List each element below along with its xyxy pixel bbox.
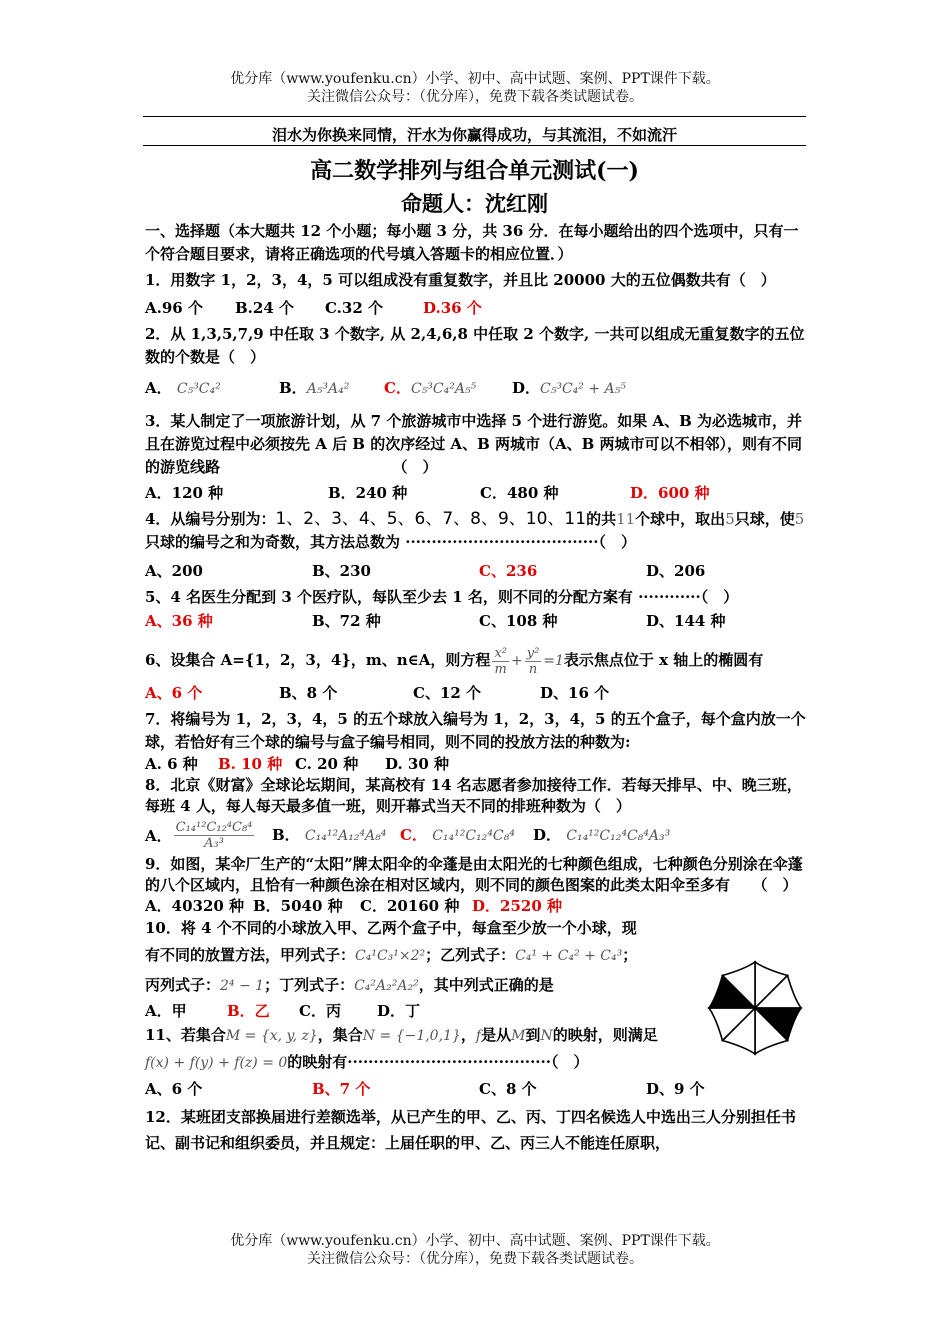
q6-x-squared: x² bbox=[494, 645, 507, 661]
q5-option-d: D、144 种 bbox=[646, 612, 726, 630]
q2-d-formula: C₅³C₄² + A₅⁵ bbox=[540, 381, 626, 397]
q10-text-mid2: ；乙列式子： bbox=[425, 946, 516, 964]
q8-option-a bbox=[145, 820, 272, 851]
q11-text-post2: 的映射有·······································（ ） bbox=[287, 1053, 589, 1071]
q4-text-pre: 4．从编号分别为： bbox=[145, 510, 276, 528]
q8-b-label: B． bbox=[272, 826, 300, 844]
page-title: 高二数学排列与组合单元测试(一) bbox=[310, 158, 639, 184]
q2-b-label: B． bbox=[279, 379, 307, 397]
q11-text-mid3: 到 bbox=[525, 1026, 541, 1044]
q6-option-b: B、8 个 bbox=[279, 684, 338, 702]
q10-formula-yi: C₄¹ + C₄² + C₄³ bbox=[515, 948, 623, 964]
q4-count-11: 11 bbox=[616, 510, 636, 528]
q2-c-formula: C₅³C₄²A₅⁵ bbox=[410, 381, 477, 397]
q4-count-5b: 5 bbox=[794, 510, 805, 528]
q6-option-d: D、16 个 bbox=[540, 684, 610, 702]
q8-a-numerator: C₁₄¹²C₁₂⁴C₈⁴ bbox=[175, 820, 253, 835]
q10-text-mid3: ；丁列式子： bbox=[264, 976, 355, 994]
q8-c-label: C． bbox=[400, 826, 427, 844]
q11-n: N bbox=[540, 1028, 553, 1044]
q2-b-formula: A₅³A₄² bbox=[306, 381, 350, 397]
footer-line-2: 关注微信公众号：（优分库），免费下载各类试题试卷。 bbox=[307, 1251, 643, 1267]
q6-denominator-n: n bbox=[528, 661, 538, 677]
question-3-options bbox=[145, 482, 807, 505]
question-2-options bbox=[145, 373, 807, 404]
q3-option-c: C．480 种 bbox=[480, 484, 559, 502]
q4-option-d: D、206 bbox=[646, 562, 706, 580]
q8-c-formula: C₁₄¹²C₁₂⁴C₈⁴ bbox=[432, 828, 515, 844]
q6-plus: + bbox=[510, 653, 523, 669]
q11-option-c: C、8 个 bbox=[479, 1080, 537, 1098]
question-6 bbox=[145, 641, 807, 680]
q10-line-3 bbox=[145, 971, 705, 1000]
q11-f: f bbox=[475, 1028, 482, 1044]
q11-option-b: B、7 个 bbox=[312, 1080, 371, 1098]
q4-option-a: A、200 bbox=[145, 562, 203, 580]
question-1: 1．用数字 1，2，3，4，5 可以组成没有重复数字，并且比 20000 大的五位偶数共有（ ） bbox=[145, 271, 776, 289]
motto-divider bbox=[143, 145, 806, 146]
q1-option-d: D.36 个 bbox=[423, 299, 482, 317]
q4-text-post3: 只球的编号之和为奇数，其方法总数为 ·····································（ ） bbox=[145, 533, 636, 551]
author-line: 命题人：沈红刚 bbox=[401, 191, 548, 216]
question-2: 2．从 1,3,5,7,9 中任取 3 个数字, 从 2,4,6,8 中任取 2 个数字, 一共可以组成无重复数字的五位数的个数是（ ） bbox=[145, 325, 805, 366]
q10-text-end2: ； bbox=[622, 946, 638, 964]
question-12: 12．某班团支部换届进行差额选举，从已产生的甲、乙、丙、丁四名候选人中选出三人分别担任书记、副书记和组织委员，并且规定：上届任职的甲、乙、丙三人不能连任原职， bbox=[145, 1108, 796, 1152]
question-7-options bbox=[145, 754, 807, 775]
q4-option-c: C、236 bbox=[479, 562, 538, 580]
header-line-1: 优分库（www.youfenku.cn）小学、初中、高中试题、案例、PPT课件下载。 bbox=[230, 71, 720, 87]
q11-m: M bbox=[511, 1028, 526, 1044]
q10-formula-ding: C₄²A₂²A₂² bbox=[354, 978, 419, 994]
q11-set-n: N = {−1,0,1} bbox=[362, 1028, 461, 1044]
q6-denominator-m: m bbox=[494, 661, 507, 677]
q8-a-denominator: A₃³ bbox=[204, 836, 224, 851]
q5-option-c: C、108 种 bbox=[479, 612, 558, 630]
q1-option-b: B.24 个 bbox=[235, 299, 294, 317]
question-6-options bbox=[145, 682, 807, 705]
q3-option-a: A．120 种 bbox=[145, 484, 224, 502]
footer-line-1: 优分库（www.youfenku.cn）小学、初中、高中试题、案例、PPT课件下载。 bbox=[230, 1233, 720, 1249]
q11-option-d: D、9 个 bbox=[646, 1080, 705, 1098]
q2-a-label: A． bbox=[145, 379, 172, 397]
q4-text-mid: 的共 bbox=[586, 510, 617, 528]
question-4-options bbox=[145, 560, 807, 583]
q9-option-c: C．20160 种 bbox=[360, 897, 460, 915]
q10-option-d: D．丁 bbox=[377, 1002, 421, 1020]
q8-a-fraction bbox=[174, 820, 255, 851]
q9-option-b: B．5040 种 bbox=[253, 897, 343, 915]
q6-fraction-y bbox=[525, 646, 542, 677]
q10-formula-bing: 2⁴ − 1 bbox=[220, 978, 265, 994]
q2-option-b bbox=[279, 373, 384, 404]
q8-option-d bbox=[533, 824, 670, 847]
q8-d-label: D． bbox=[533, 826, 562, 844]
section-instructions: 一、选择题（本大题共 12 个小题；每小题 3 分，共 36 分．在每小题给出的四个选项中，只有一个符合题目要求，请将正确选项的代号填入答题卡的相应位置．） bbox=[145, 222, 799, 263]
q10-option-c: C．丙 bbox=[299, 1002, 341, 1020]
q11-text-mid2: 是从 bbox=[481, 1026, 512, 1044]
q6-option-a: A、6 个 bbox=[145, 684, 203, 702]
q4-text-post1: 个球中，取出 bbox=[635, 510, 726, 528]
question-9-options bbox=[145, 896, 807, 917]
q6-fraction-x bbox=[492, 646, 509, 677]
q6-text-pre: 6、设集合 A={1，2，3，4}，m、n∈A，则方程 bbox=[145, 651, 491, 669]
q2-option-c bbox=[384, 373, 512, 404]
q11-text-pre: 11、若集合 bbox=[145, 1026, 226, 1044]
umbrella-figure bbox=[705, 958, 805, 1058]
q4-number-list: 1、2、3、4、5、6、7、8、9、10、11 bbox=[275, 509, 587, 529]
q4-option-b: B、230 bbox=[312, 562, 371, 580]
q2-option-a bbox=[145, 373, 279, 404]
q10-line-2 bbox=[145, 940, 705, 971]
q2-option-d bbox=[512, 373, 626, 404]
header-line-2: 关注微信公众号：（优分库），免费下载各类试题试卷。 bbox=[307, 89, 643, 105]
question-8-options bbox=[145, 820, 807, 851]
q10-option-a: A．甲 bbox=[145, 1002, 187, 1020]
q8-option-c bbox=[400, 824, 533, 847]
q2-c-label: C． bbox=[384, 379, 411, 397]
q7-option-c: C. 20 种 bbox=[295, 755, 359, 773]
header-divider bbox=[143, 116, 806, 117]
umbrella-canopy bbox=[709, 962, 801, 1054]
q10-text-pre2: 有不同的放置方法，甲列式子： bbox=[145, 946, 356, 964]
q6-equals-one: =1 bbox=[543, 653, 564, 669]
q2-d-label: D． bbox=[512, 379, 541, 397]
q3-option-d: D．600 种 bbox=[630, 484, 710, 502]
q10-option-b: B．乙 bbox=[227, 1002, 270, 1020]
q10-line-1: 10．将 4 个不同的小球放入甲、乙两个盒子中，每盒至少放一个小球，现 bbox=[145, 919, 637, 937]
q8-option-b bbox=[272, 824, 400, 847]
q7-option-d: D. 30 种 bbox=[385, 755, 450, 773]
q1-option-a: A.96 个 bbox=[145, 299, 203, 317]
question-1-options bbox=[145, 297, 807, 320]
q5-option-b: B、72 种 bbox=[312, 612, 381, 630]
question-9: 9．如图，某伞厂生产的“太阳”牌太阳伞的伞蓬是由太阳光的七种颜色组成，七种颜色分别涂在伞蓬的八个区域内，且恰有一种颜色涂在相对区域内，则不同的颜色图案的此类太阳伞至多有 （ ） bbox=[145, 855, 803, 894]
motto: 泪水为你换来同情，汗水为你赢得成功，与其流泪，不如流汗 bbox=[271, 126, 677, 144]
question-5: 5、4 名医生分配到 3 个医疗队，每队至少去 1 名，则不同的分配方案有 ············（ ） bbox=[145, 588, 739, 606]
q7-option-b: B. 10 种 bbox=[218, 755, 283, 773]
question-11-line-1: 11、若集合M = {x, y, z}，集合N = {−1,0,1}，f是从M到N的映射，则满足 bbox=[145, 1026, 658, 1044]
q8-a-label: A． bbox=[145, 826, 172, 845]
q6-y-squared: y² bbox=[526, 645, 540, 661]
q11-equation: f(x) + f(y) + f(z) = 0 bbox=[145, 1055, 288, 1071]
question-3: 3．某人制定了一项旅游计划，从 7 个旅游城市中选择 5 个进行游览。如果 A、B 为必选城市，并且在游览过程中必须按先 A 后 B 的次序经过 A、B 两城市（A、B 两城市可以不相邻），则有不同的游览线路 （ ） bbox=[145, 412, 803, 476]
q6-text-post: 表示焦点位于 x 轴上的椭圆有 bbox=[563, 651, 764, 669]
question-4 bbox=[145, 508, 807, 554]
q10-text-pre3: 丙列式子： bbox=[145, 976, 221, 994]
q2-a-formula: C₅³C₄² bbox=[176, 381, 221, 397]
q11-option-a: A、6 个 bbox=[145, 1080, 203, 1098]
q3-option-b: B．240 种 bbox=[328, 484, 408, 502]
q11-set-m: M = {x, y, z} bbox=[225, 1028, 318, 1044]
q4-text-post2: 只球，使 bbox=[734, 510, 795, 528]
q9-option-d: D．2520 种 bbox=[472, 897, 562, 915]
q11-text-post: 的映射，则满足 bbox=[552, 1026, 658, 1044]
q8-d-formula: C₁₄¹²C₁₂⁴C₈⁴A₃³ bbox=[566, 828, 671, 844]
question-8: 8．北京《财富》全球论坛期间，某高校有 14 名志愿者参加接待工作．若每天排早、中、晚三班，每班 4 人，每人每天最多值一班，则开幕式当天不同的排班种数为（ ） bbox=[145, 776, 802, 815]
question-10 bbox=[145, 917, 705, 1000]
q10-formula-jia: C₄¹C₃¹×2² bbox=[355, 948, 426, 964]
question-7: 7．将编号为 1，2，3，4，5 的五个球放入编号为 1，2，3，4，5 的五个盒子，每个盒内放一个球，若恰好有三个球的编号与盒子编号相同，则不同的投放方法的种数为: bbox=[145, 710, 806, 751]
question-5-options bbox=[145, 610, 807, 633]
q5-option-a: A、36 种 bbox=[145, 612, 213, 630]
q7-option-a: A. 6 种 bbox=[145, 755, 198, 773]
q11-text-mid: ，集合 bbox=[317, 1026, 363, 1044]
q4-count-5a: 5 bbox=[725, 510, 735, 528]
q9-option-a: A．40320 种 bbox=[145, 897, 245, 915]
q8-b-formula: C₁₄¹²A₁₂⁴A₈⁴ bbox=[304, 828, 387, 844]
q10-text-end3: ，其中列式正确的是 bbox=[418, 976, 554, 994]
q1-option-c: C.32 个 bbox=[325, 299, 383, 317]
question-11-options bbox=[145, 1078, 807, 1101]
q6-option-c: C、12 个 bbox=[413, 684, 482, 702]
